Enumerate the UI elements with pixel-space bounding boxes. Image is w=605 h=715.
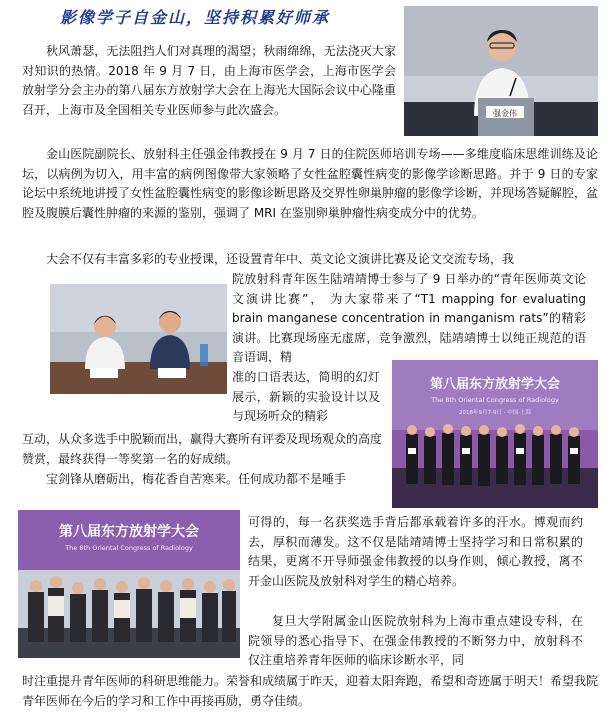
- paragraph-3b: 院放射科青年医生陆靖靖博士参与了 9 日举办的“青年医师英文论文演讲比赛”， 为大家带来了“T1 mapping for evaluating brain manganese concentration in manganism rats”的精彩演讲。比赛现场座无虚席，竞争激烈，陆靖靖博士以纯正规范的语音语调，精: [232, 272, 586, 364]
- article-title: 影像学子自金山，坚持积累好师承: [60, 8, 331, 27]
- paragraph-2: 金山医院副院长、放射科主任强金伟教授在 9 月 7 日的住院医师培训专场——多维度临床思维训练及论坛，以病例为切入，用丰富的病例图像带大家领略了女性盆腔囊性病变的影像学诊断思路。并于 9 日的专家论坛中系统地讲授了女性盆腔囊性病变的影像诊断思路及交界性卵巢肿瘤的影像学诊断，并现场答疑解腔，盆腔及腹膜后囊性肿瘤的来源的鉴别，强调了 MRI 在鉴别卵巢肿瘤性病变成分中的优势。: [22, 147, 598, 220]
- speaker-photo: [404, 6, 598, 136]
- paragraph-1: 秋风萧瑟，无法阻挡人们对真理的渴望；秋雨绵绵，无法浇灭大家对知识的热情。2018 年 9 月 7 日，由上海市医学会，上海市医学会放射学分会主办的第八届东方放射学大会在上海光大国际会议中心隆重召开，上海市及全国相关专业医师参与此次盛会。: [22, 44, 396, 117]
- experts-photo: [50, 284, 227, 394]
- paragraph-3c: 准的口语表达，简明的幻灯展示，新颖的实验设计以及与现场听众的精彩: [232, 370, 380, 423]
- experts-photo-graphic: [50, 284, 227, 394]
- paragraph-5b: 时注重提升青年医师的科研思维能力。荣誉和成绩属于昨天，迎着太阳奔跑，希望和奇迹属于明天！希望我院青年医师在今后的学习和工作中再接再励，勇夺佳绩。: [22, 674, 598, 708]
- award-banner-date: 2018年9月7-9日 · 中国·上海: [459, 410, 531, 416]
- award-banner-subtitle: The 8th Oriental Congress of Radiology: [431, 396, 559, 404]
- group-banner-subtitle: The 8th Oriental Congress of Radiology: [65, 544, 193, 552]
- award-banner-title: 第八届东方放射学大会: [429, 377, 561, 392]
- group-photo-graphic: [18, 510, 240, 658]
- paragraph-4a: 宝剑锋从磨砺出，梅花香自苦寒来。任何成功都不是唾手: [46, 472, 347, 486]
- paragraph-4b: 可得的，每一名获奖选手背后都承载着许多的汗水。博观而约去，厚积而薄发。这不仅是陆靖靖博士坚持学习和日常积累的结果，更离不开导师强金伟教授的以身作则，倾心教授，离不开金山医院及放射科对学生的精心培养。: [248, 515, 583, 588]
- group-banner-title: 第八届东方放射学大会: [59, 524, 199, 540]
- group-photo: [18, 510, 240, 658]
- paragraph-5a: 复旦大学附属金山医院放射科为上海市重点建设专科，在院领导的悉心指导下、在强金伟教授的不断努力中，放射科不仅注重培养青年医师的临床诊断水平，同: [248, 614, 583, 667]
- speaker-photo-graphic: [404, 6, 598, 136]
- award-ceremony-photo: [392, 360, 598, 508]
- paragraph-3d: 互动，从众多选手中脱颖而出，赢得大赛所有评委及现场观众的高度赞赏，最终获得一等奖第一名的好成绩。: [22, 432, 382, 466]
- award-ceremony-photo-graphic: [392, 360, 598, 508]
- paragraph-3a: 大会不仅有丰富多彩的专业授课，还设置青年中、英文论文演讲比赛及论文交流专场，我: [46, 252, 515, 266]
- speaker-nameplate: 强金伟: [493, 109, 517, 118]
